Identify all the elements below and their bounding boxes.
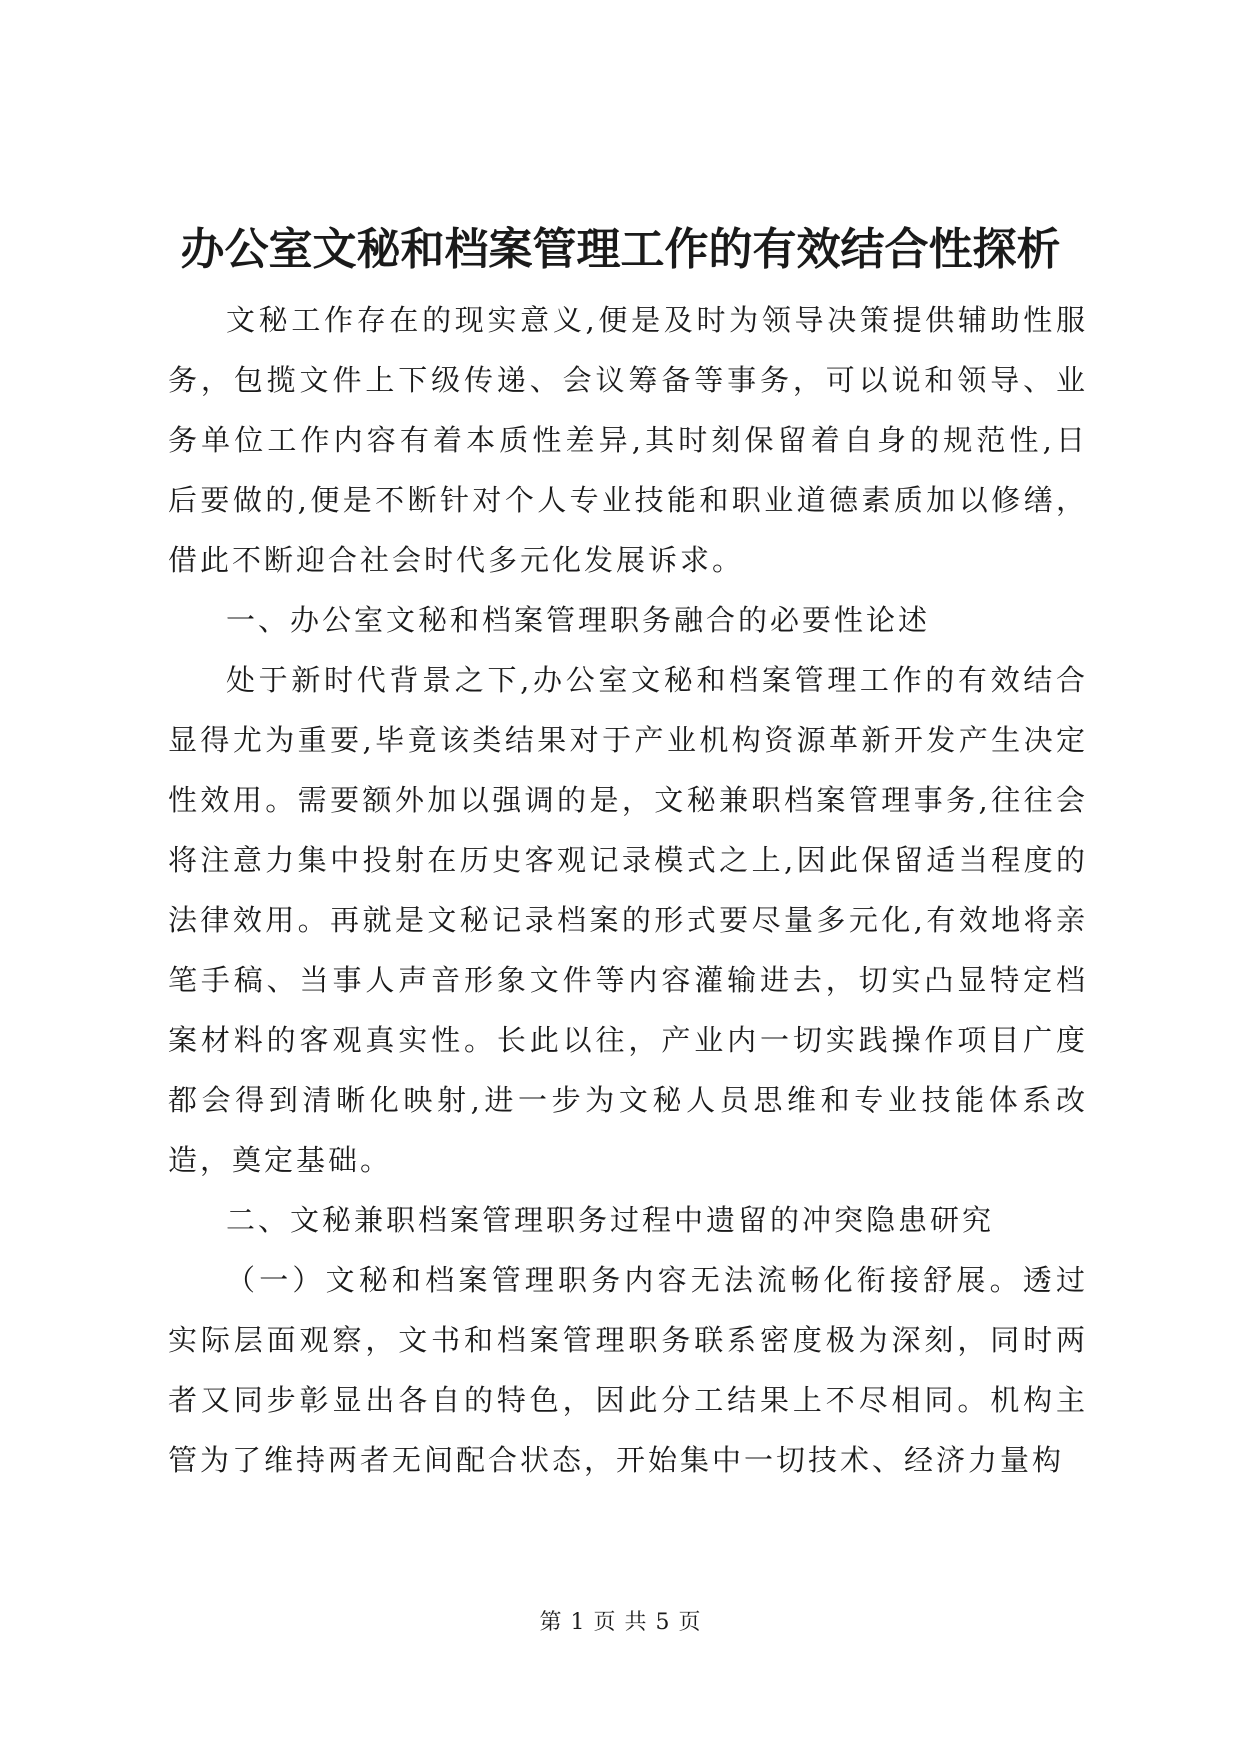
document-body — [168, 290, 1088, 1490]
page-footer: 第 1 页 共 5 页 — [539, 1610, 702, 1635]
document-title: 办公室文秘和档案管理工作的有效结合性探析 — [180, 224, 1061, 275]
section-heading-1: 一、办公室文秘和档案管理职务融合的必要性论述 — [226, 603, 931, 637]
paragraph-section-1: 处于新时代背景之下,办公室文秘和档案管理工作的有效结合显得尤为重要,毕竟该类结果对于产业机构资源革新开发产生决定性效用。需要额外加以强调的是，文秘兼职档案管理事务,往往会将注意力集中投射在历史客观记录模式之上,因此保留适当程度的法律效用。再就是文秘记录档案的形式要尽量多元化,有效地将亲笔手稿、当事人声音形象文件等内容灌输进去，切实凸显特定档案材料的客观真实性。长此以往，产业内一切实践操作项目广度都会得到清晰化映射,进一步为文秘人员思维和专业技能体系改造，奠定基础。 — [168, 663, 1088, 1177]
section-heading-2: 二、文秘兼职档案管理职务过程中遗留的冲突隐患研究 — [226, 1203, 995, 1237]
paragraph-section-2-1: （一）文秘和档案管理职务内容无法流畅化衔接舒展。透过实际层面观察，文书和档案管理职务联系密度极为深刻，同时两者又同步彰显出各自的特色，因此分工结果上不尽相同。机构主管为了维持两者无间配合状态，开始集中一切技术、经济力量构 — [168, 1263, 1088, 1477]
paragraph-intro: 文秘工作存在的现实意义,便是及时为领导决策提供辅助性服务，包揽文件上下级传递、会议筹备等事务，可以说和领导、业务单位工作内容有着本质性差异,其时刻保留着自身的规范性,日后要做的,便是不断针对个人专业技能和职业道德素质加以修缮，借此不断迎合社会时代多元化发展诉求。 — [168, 303, 1088, 577]
